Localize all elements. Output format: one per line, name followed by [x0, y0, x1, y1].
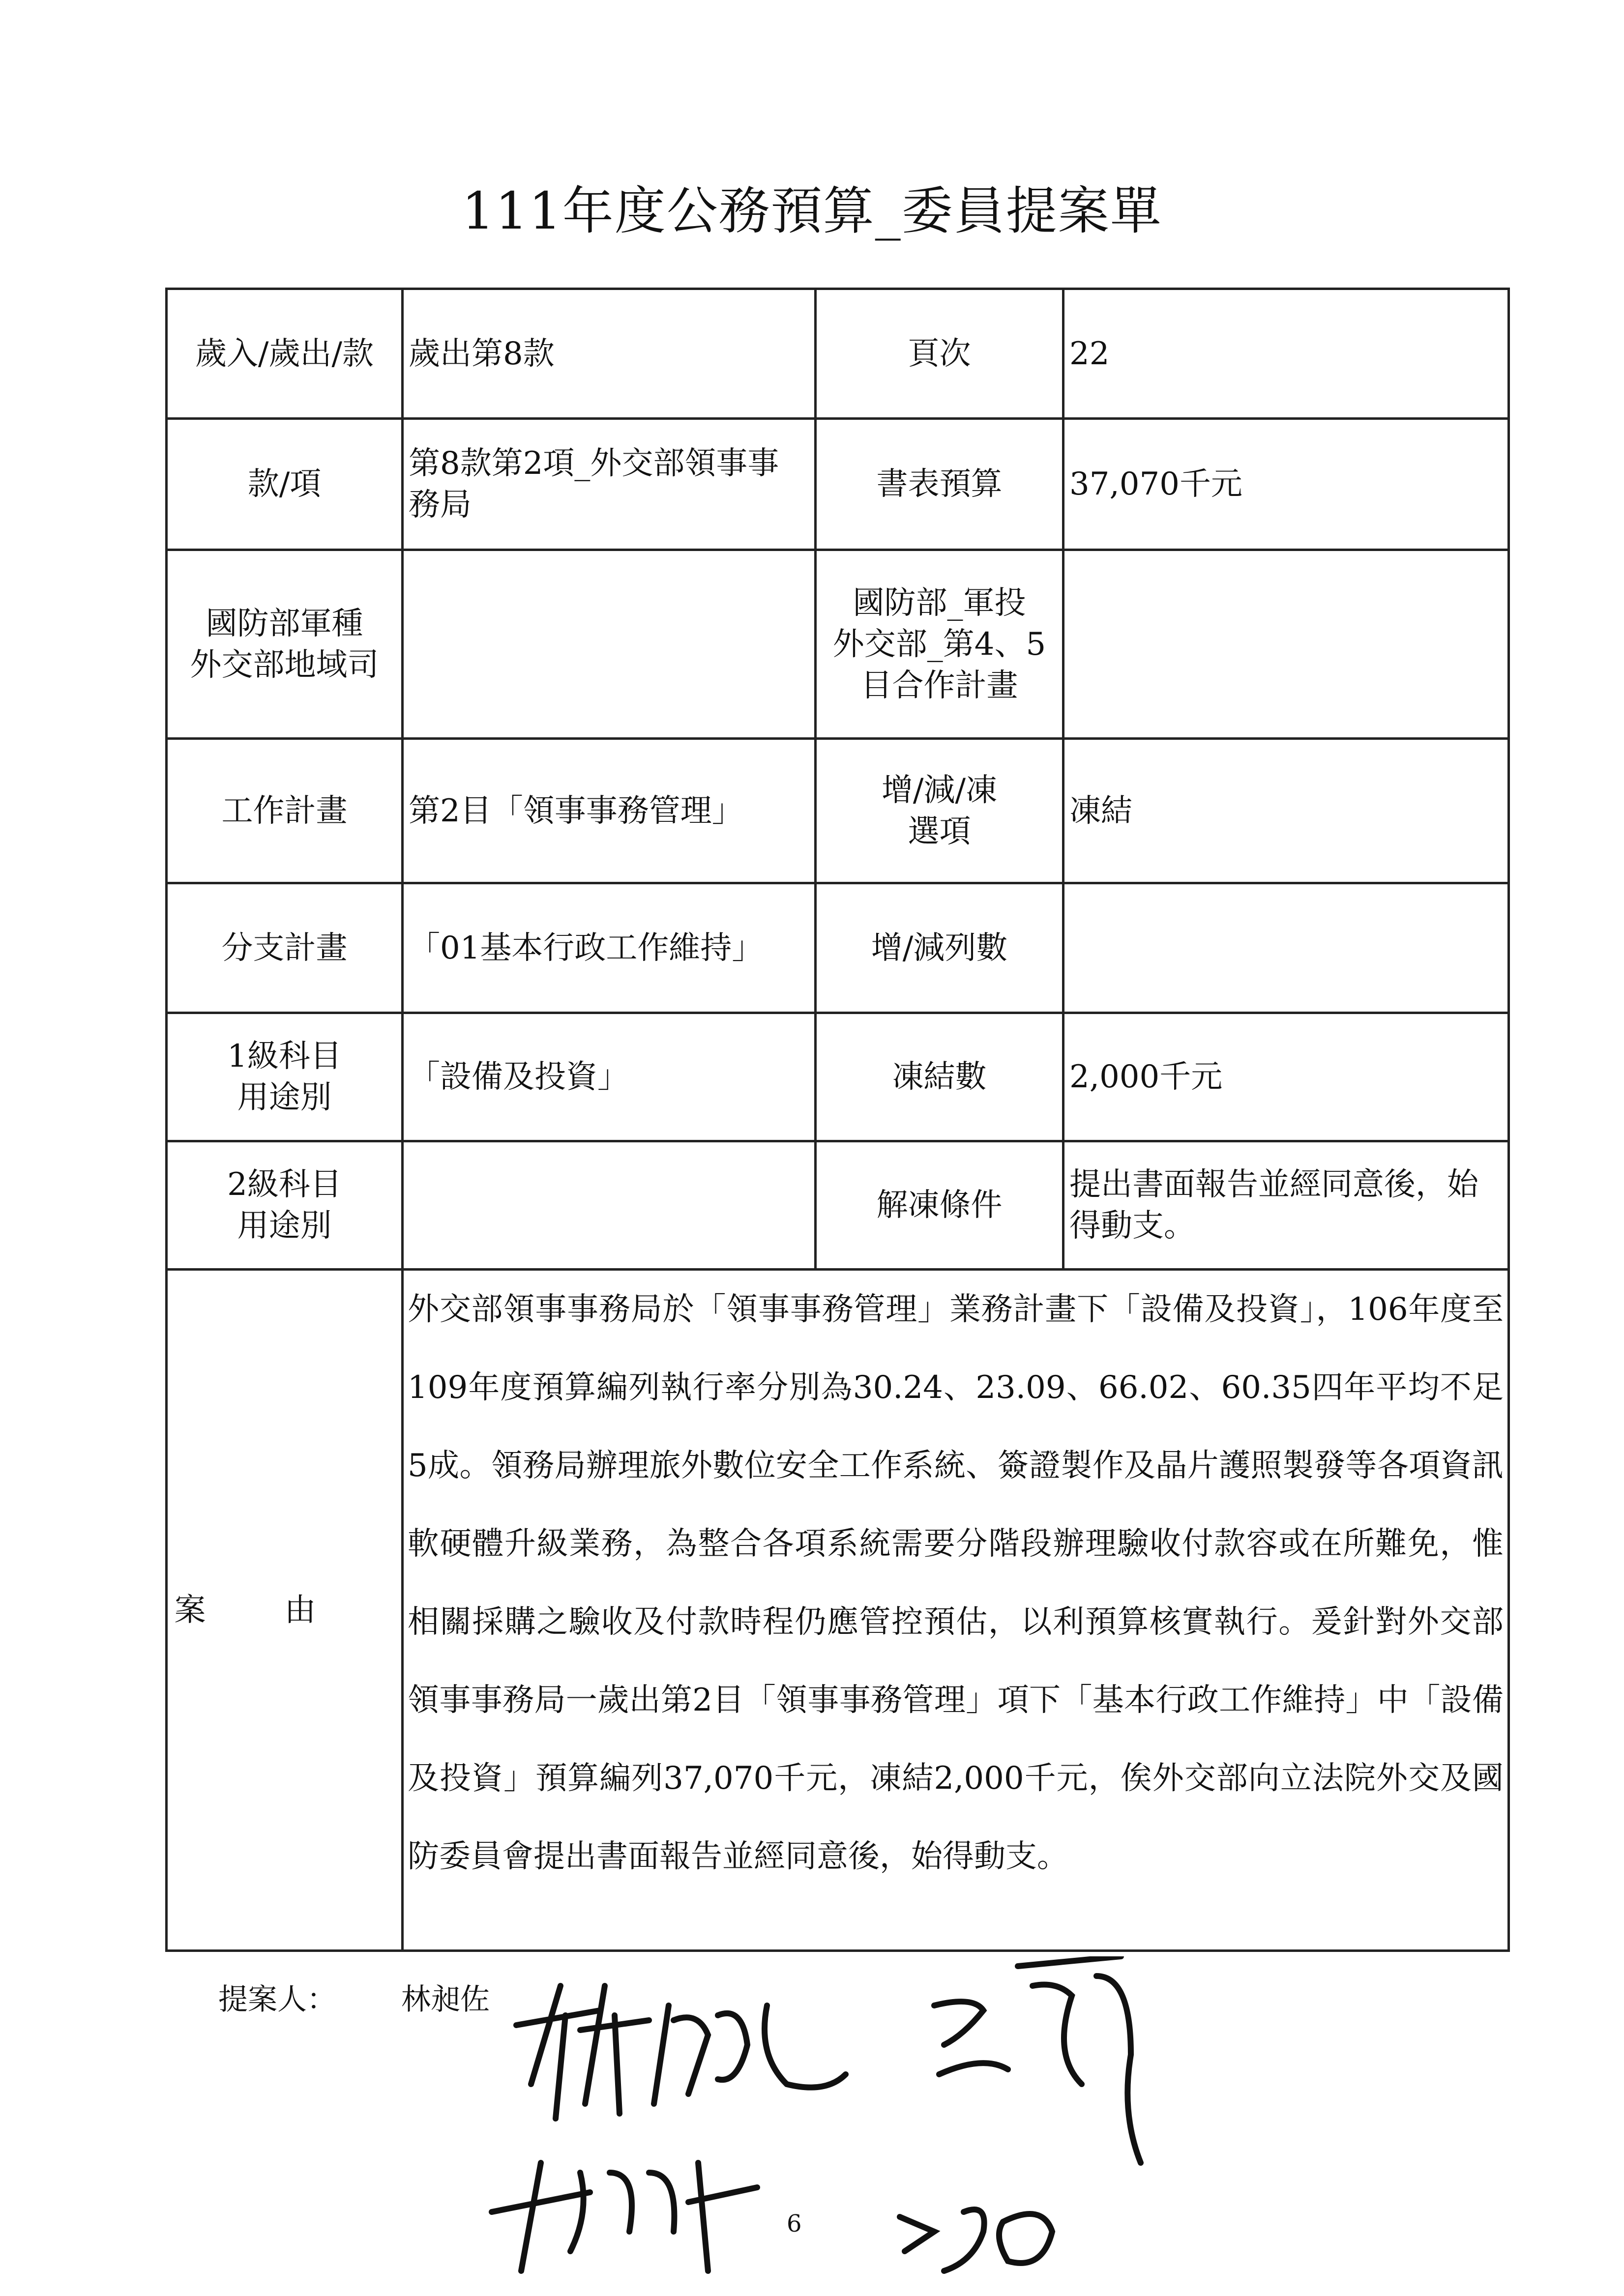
field-value [403, 1141, 816, 1270]
field-value: 第2目「領事事務管理」 [403, 739, 816, 883]
page-mark: 6 [787, 2210, 802, 2238]
field-label: 2級科目 用途別 [167, 1141, 403, 1270]
form-row [167, 883, 1509, 1013]
field-value [1063, 883, 1509, 1013]
field-value: 凍結 [1063, 739, 1509, 883]
proposer-label: 提案人： [218, 1982, 336, 2017]
field-label: 國防部_軍投 外交部_第4、5 目合作計畫 [816, 550, 1063, 739]
field-label: 1級科目 用途別 [167, 1013, 403, 1141]
field-label: 款/項 [167, 419, 403, 550]
field-label: 歲入/歲出/款 [167, 289, 403, 419]
field-value: 提出書面報告並經同意後，始得動支。 [1063, 1141, 1509, 1270]
form-row [167, 550, 1509, 739]
field-label: 國防部軍種 外交部地域司 [167, 550, 403, 739]
proposer-name: 林昶佐 [401, 1982, 490, 2017]
field-label: 增/減列數 [816, 883, 1063, 1013]
form-row [167, 289, 1509, 419]
field-value: 「設備及投資」 [403, 1013, 816, 1141]
field-value: 2,000千元 [1063, 1013, 1509, 1141]
field-label: 分支計畫 [167, 883, 403, 1013]
field-value: 22 [1063, 289, 1509, 419]
form-row [167, 419, 1509, 550]
field-label: 工作計畫 [167, 739, 403, 883]
page-title: 111年度公務預算_委員提案單 [462, 181, 1162, 241]
field-label: 凍結數 [816, 1013, 1063, 1141]
field-value: 37,070千元 [1063, 419, 1509, 550]
field-value [1063, 550, 1509, 739]
case-label: 案由 [167, 1270, 403, 1951]
proposal-form-table [165, 288, 1510, 1952]
field-label: 書表預算 [816, 419, 1063, 550]
field-value: 歲出第8款 [403, 289, 816, 419]
handwritten-signatures [443, 1956, 1229, 2291]
field-label: 解凍條件 [816, 1141, 1063, 1270]
field-value [403, 550, 816, 739]
field-label: 頁次 [816, 289, 1063, 419]
form-row [167, 1013, 1509, 1141]
case-text: 外交部領事事務局於「領事事務管理」業務計畫下「設備及投資」，106年度至109年度預算編列執行率分別為30.24、23.09、66.02、60.35四年平均不足5成。領務局辦理旅外數位安全工作系統、簽證製作及晶片護照製發等各項資訊軟硬體升級業務，為整合各項系統需要分階段辦理驗收付款容或在所難免，惟相關採購之驗收及付款時程仍應管控預估，以利預算核實執行。爰針對外交部領事事務局一歲出第2目「領事事務管理」項下「基本行政工作維持」中「設備及投資」預算編列37,070千元，凍結2,000千元，俟外交部向立法院外交及國防委員會提出書面報告並經同意後，始得動支。 [403, 1270, 1509, 1951]
field-value: 第8款第2項_外交部領事事務局 [403, 419, 816, 550]
form-row [167, 739, 1509, 883]
form-row [167, 1141, 1509, 1270]
case-row [167, 1270, 1509, 1951]
field-value: 「01基本行政工作維持」 [403, 883, 816, 1013]
field-label: 增/減/凍 選項 [816, 739, 1063, 883]
